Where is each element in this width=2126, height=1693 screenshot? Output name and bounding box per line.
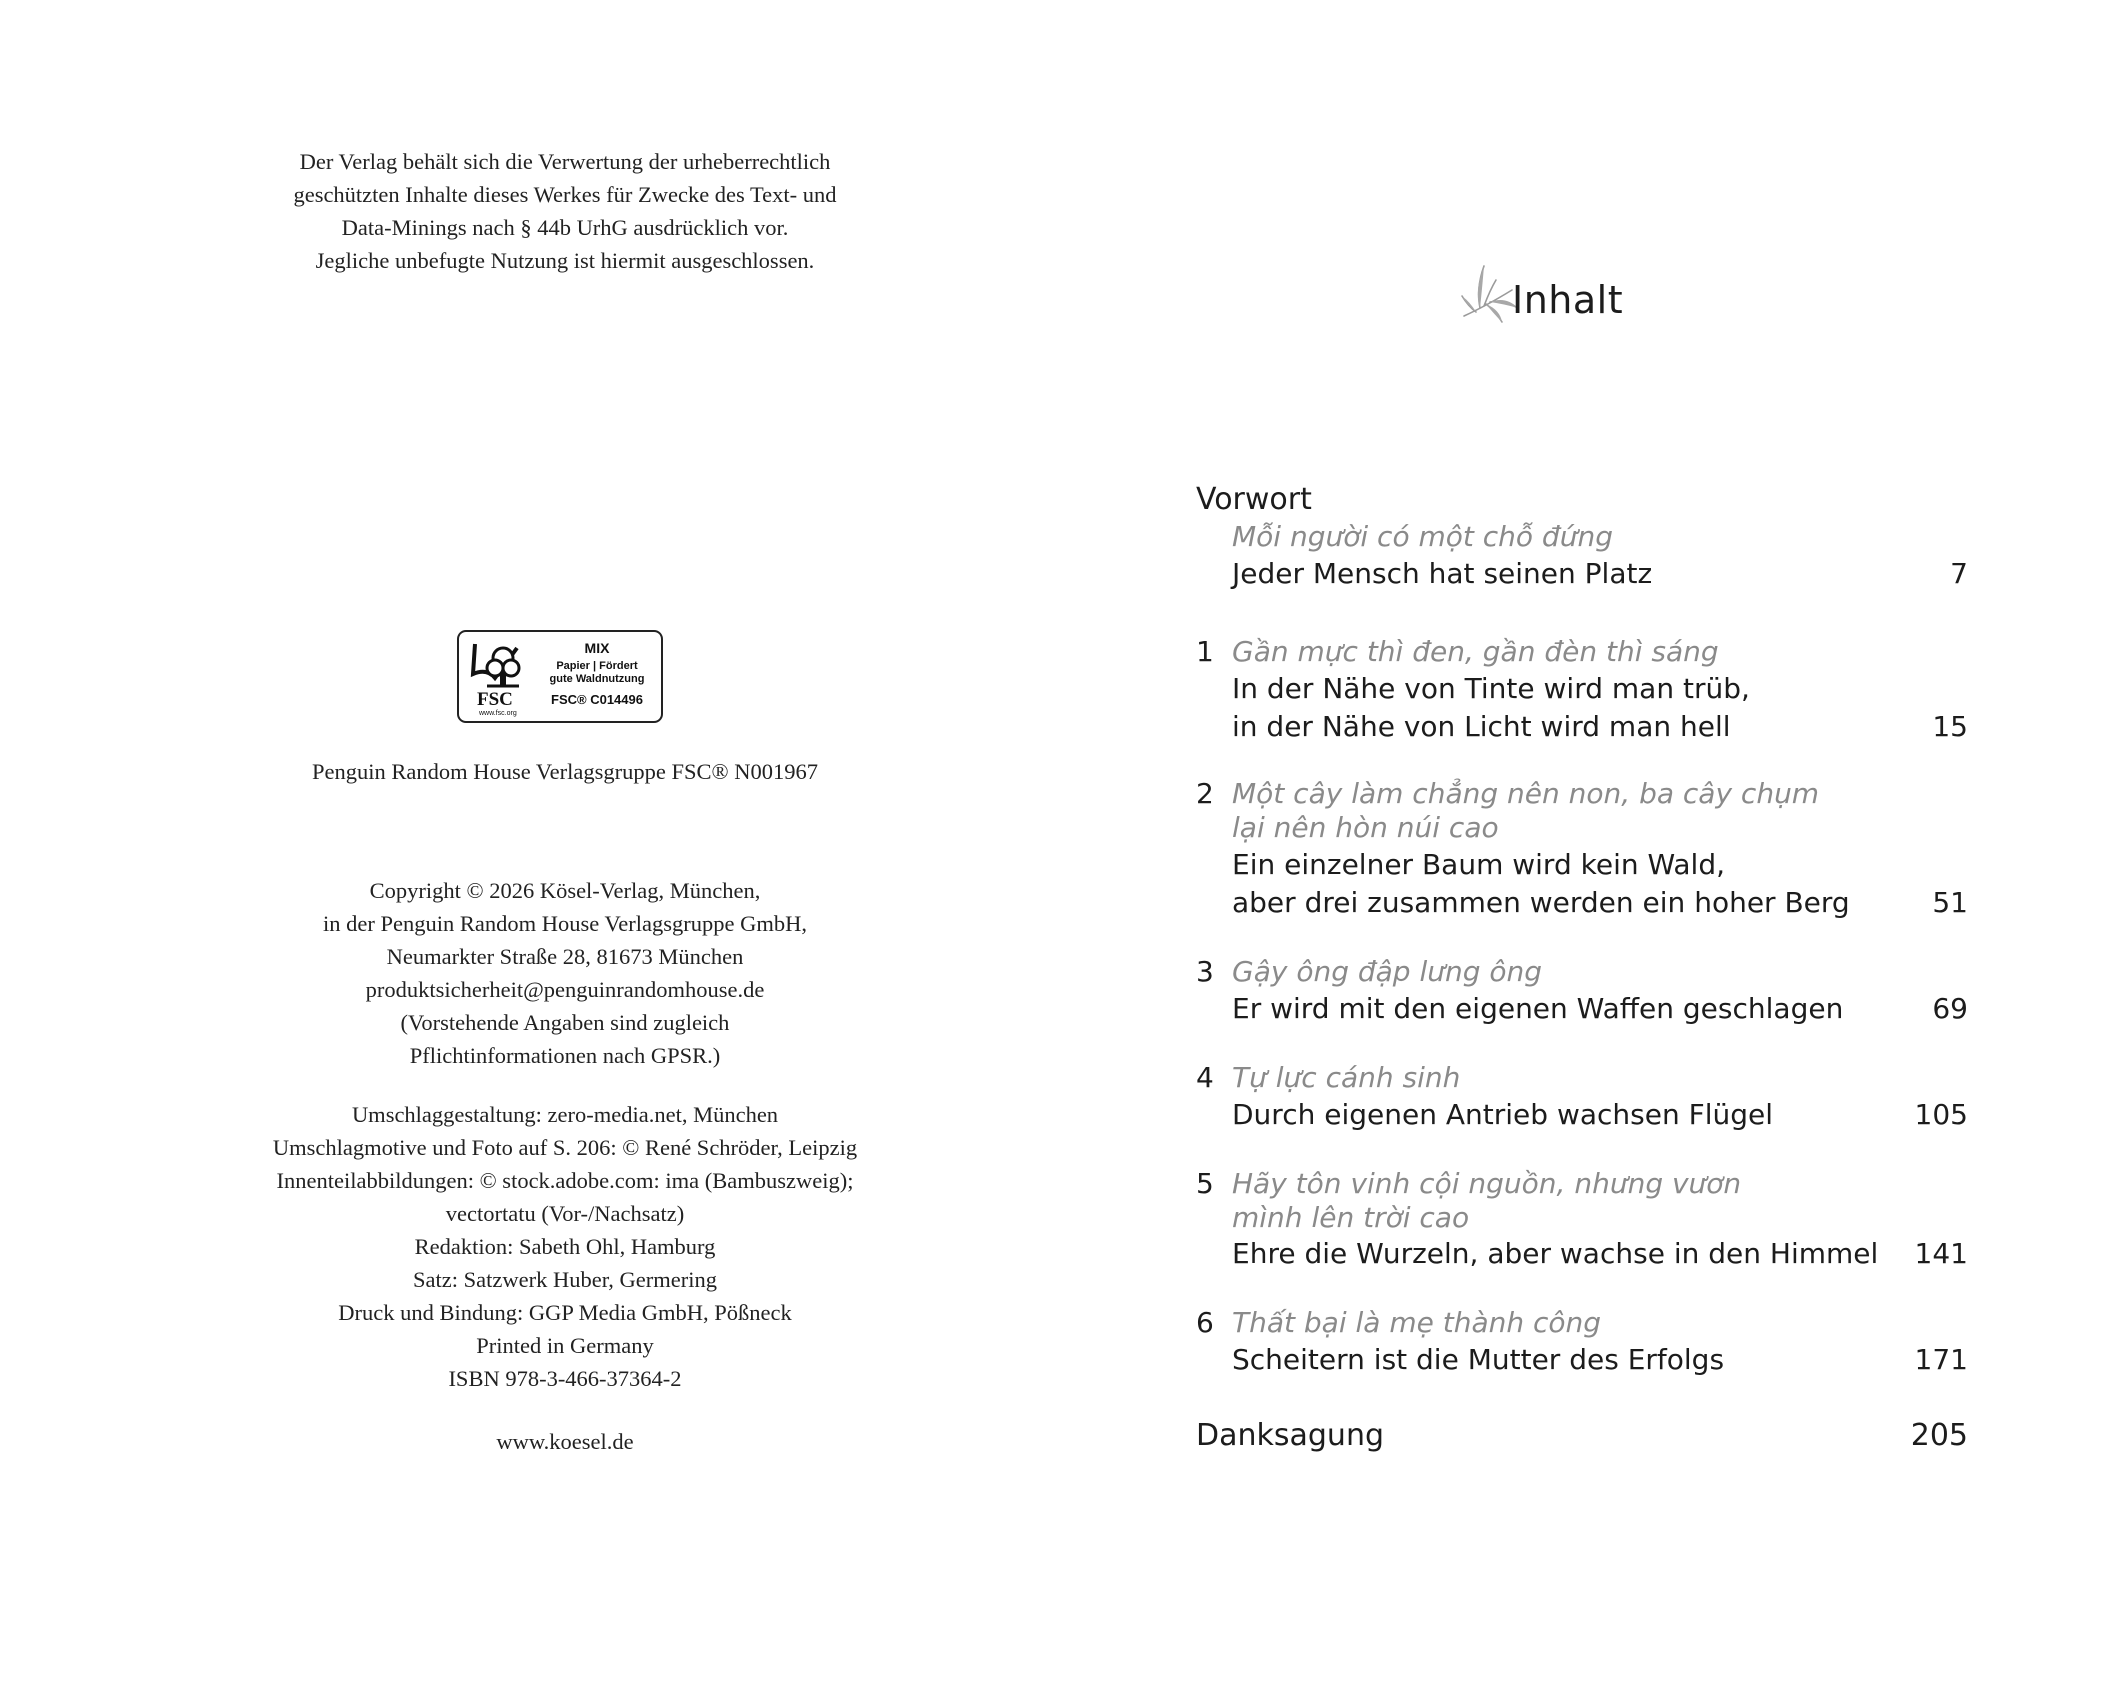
fsc-mix-text — [537, 640, 657, 707]
credit-line: ISBN 978-3-466-37364-2 — [448, 1366, 682, 1391]
toc-chapter-vi: Tự lực cánh sinh — [1232, 1061, 1461, 1094]
toc-chapter-de: in der Nähe von Licht wird man hell — [1232, 710, 1731, 743]
notice-line: Data-Minings nach § 44b UrhG ausdrücklich vor. — [341, 215, 789, 240]
credit-line: vectortatu (Vor-/Nachsatz) — [445, 1201, 685, 1226]
website-block — [0, 1425, 1130, 1458]
credit-line: Innenteilabbildungen: © stock.adobe.com: ima (Bambuszweig); — [276, 1168, 854, 1193]
toc-chapter-page: 51 — [1932, 886, 1968, 919]
credits-block — [0, 1098, 1130, 1395]
toc-chapter-number: 4 — [1196, 1061, 1214, 1094]
toc-chapter-number: 3 — [1196, 955, 1214, 988]
tdm-notice — [0, 145, 1130, 277]
fsc-line: Penguin Random House Verlagsgruppe FSC® N001967 — [311, 759, 819, 784]
toc-chapter-de: Ein einzelner Baum wird kein Wald, — [1232, 848, 1725, 881]
credit-line: Satz: Satzwerk Huber, Germering — [413, 1267, 717, 1292]
toc-chapter-number: 1 — [1196, 635, 1214, 668]
copyright-line: produktsicherheit@penguinrandomhouse.de — [365, 977, 765, 1002]
toc-chapter-page: 105 — [1914, 1098, 1968, 1131]
toc-preface-de: Jeder Mensch hat seinen Platz — [1232, 557, 1653, 590]
toc-chapter-de: Scheitern ist die Mutter des Erfolgs — [1232, 1343, 1725, 1376]
copyright-line: Neumarkter Straße 28, 81673 München — [386, 944, 744, 969]
toc-acknowledgements-page: 205 — [1910, 1418, 1968, 1453]
fsc-brand: FSC — [477, 689, 513, 710]
credit-line: Druck und Bindung: GGP Media GmbH, Pößneck — [338, 1300, 792, 1325]
notice-line: Jegliche unbefugte Nutzung ist hiermit ausgeschlossen. — [315, 248, 815, 273]
copyright-line: in der Penguin Random House Verlagsgruppe GmbH, — [323, 911, 807, 936]
toc-chapter-page: 141 — [1914, 1237, 1968, 1270]
toc-chapter-page: 15 — [1932, 710, 1968, 743]
toc-preface-page: 7 — [1950, 557, 1968, 590]
notice-line: Der Verlag behält sich die Verwertung der urheberrechtlich — [299, 149, 831, 174]
toc-chapter-page: 171 — [1914, 1343, 1968, 1376]
toc-chapter-de: Durch eigenen Antrieb wachsen Flügel — [1232, 1098, 1774, 1131]
credit-line: Umschlaggestaltung: zero-media.net, München — [351, 1102, 779, 1127]
contents-title: Inhalt — [1512, 278, 1624, 322]
toc-chapter-vi: Gậy ông đập lưng ông — [1232, 955, 1543, 988]
credit-line: Redaktion: Sabeth Ohl, Hamburg — [414, 1234, 716, 1259]
fsc-label — [457, 630, 663, 723]
toc-chapter-number: 5 — [1196, 1167, 1214, 1200]
fsc-url: www.fsc.org — [479, 710, 517, 717]
toc-acknowledgements-heading: Danksagung — [1196, 1418, 1384, 1453]
fsc-mix-line1: Papier | Fördert — [556, 660, 638, 672]
website: www.koesel.de — [496, 1429, 634, 1454]
fsc-mix-line2: gute Waldnutzung — [549, 673, 645, 685]
fsc-tree-check-icon — [467, 638, 531, 718]
notice-line: geschützten Inhalte dieses Werkes für Zwecke des Text- und — [293, 182, 837, 207]
toc-chapter-vi: mình lên trời cao — [1232, 1201, 1470, 1234]
toc-preface-vi: Mỗi người có một chỗ đứng — [1232, 520, 1613, 553]
toc-chapter-vi: lại nên hòn núi cao — [1232, 811, 1499, 844]
copyright-block — [0, 874, 1130, 1072]
copyright-line: Copyright © 2026 Kösel-Verlag, München, — [369, 878, 761, 903]
toc-chapter-de: aber drei zusammen werden ein hoher Berg — [1232, 886, 1850, 919]
fsc-mix-label: MIX — [584, 640, 610, 656]
toc-chapter-number: 2 — [1196, 777, 1214, 810]
toc-preface-heading: Vorwort — [1196, 482, 1312, 517]
bamboo-branch-icon — [1460, 262, 1520, 332]
copyright-line: (Vorstehende Angaben sind zugleich — [400, 1010, 730, 1035]
toc-chapter-vi: Thất bại là mẹ thành công — [1232, 1306, 1602, 1339]
copyright-line: Pflichtinformationen nach GPSR.) — [409, 1043, 721, 1068]
toc-chapter-number: 6 — [1196, 1306, 1214, 1339]
toc-chapter-vi: Gần mực thì đen, gần đèn thì sáng — [1232, 635, 1719, 668]
toc-chapter-page: 69 — [1932, 992, 1968, 1025]
credit-line: Printed in Germany — [476, 1333, 654, 1358]
toc-chapter-de: In der Nähe von Tinte wird man trüb, — [1232, 672, 1750, 705]
contents-page — [1130, 0, 2126, 1693]
toc-chapter-vi: Hãy tôn vinh cội nguồn, nhưng vươn — [1232, 1167, 1742, 1200]
fsc-group-line — [0, 755, 1130, 788]
toc-chapter-de: Er wird mit den eigenen Waffen geschlagen — [1232, 992, 1844, 1025]
fsc-license-code: FSC® C014496 — [551, 692, 643, 707]
credit-line: Umschlagmotive und Foto auf S. 206: © René Schröder, Leipzig — [272, 1135, 858, 1160]
toc-chapter-de: Ehre die Wurzeln, aber wachse in den Himmel — [1232, 1237, 1879, 1270]
toc-chapter-vi: Một cây làm chẳng nên non, ba cây chụm — [1232, 777, 1820, 810]
